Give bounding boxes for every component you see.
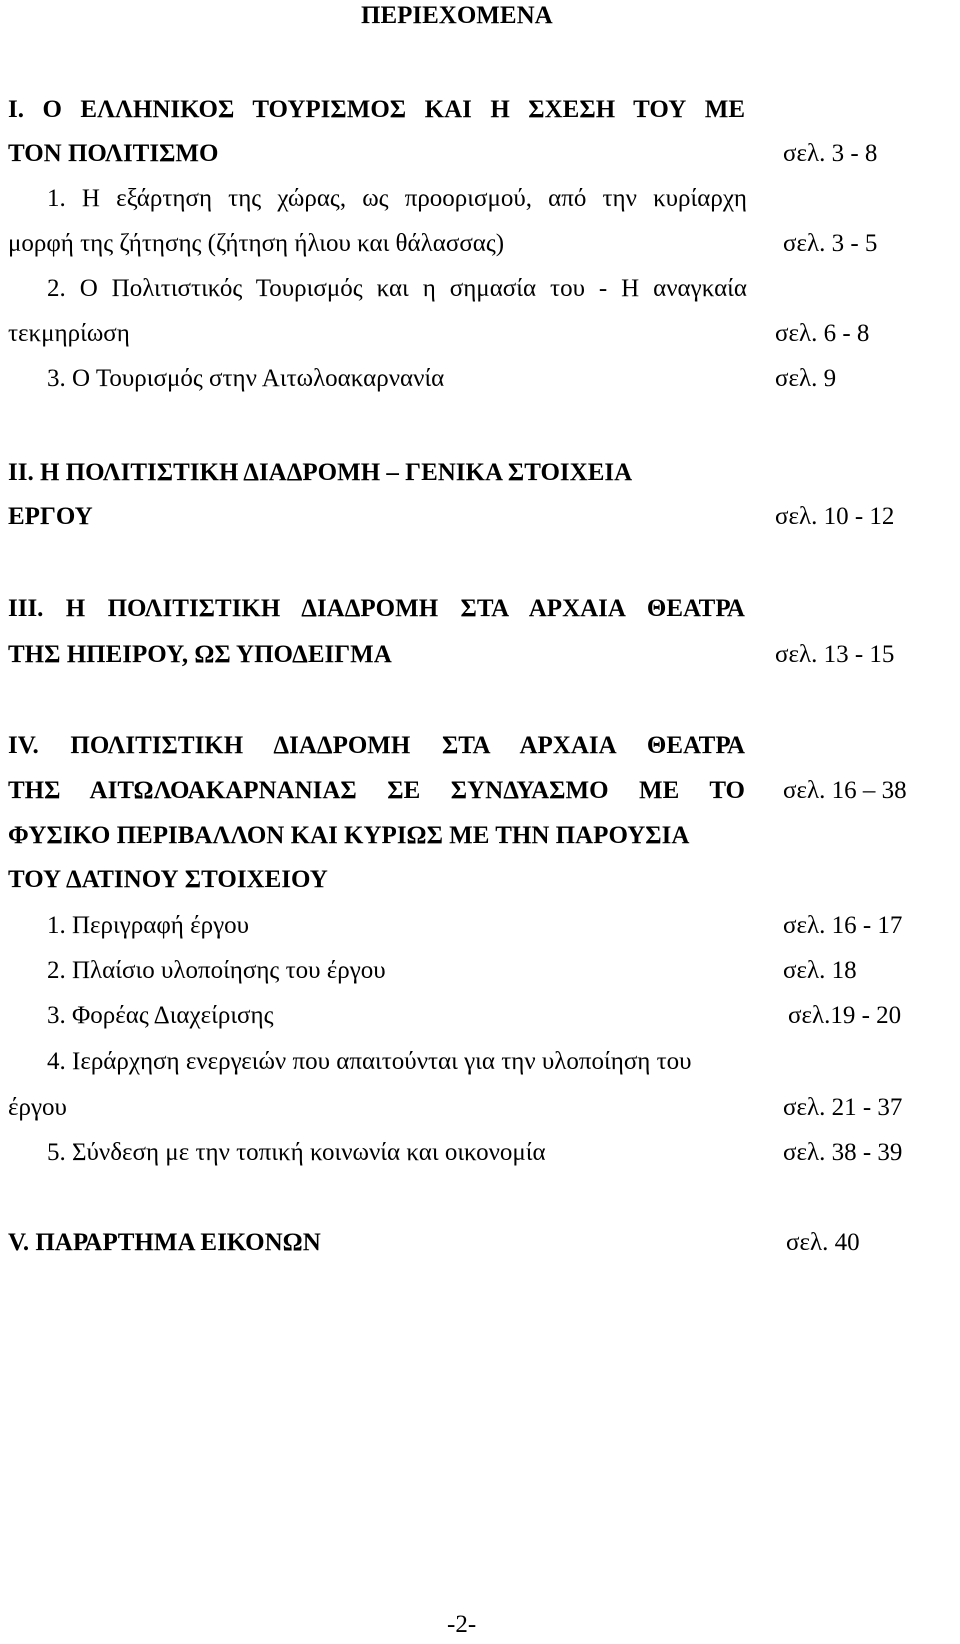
page-number: -2- bbox=[447, 1611, 477, 1638]
section-3-heading-line1: III. Η ΠΟΛΙΤΙΣΤΙΚΗ ΔΙΑΔΡΟΜΗ ΣΤΑ ΑΡΧΑΙΑ ΘΕΑΤΡΑ bbox=[8, 595, 745, 622]
section-4-heading-line1: IV. ΠΟΛΙΤΙΣΤΙΚΗ ΔΙΑΔΡΟΜΗ ΣΤΑ ΑΡΧΑΙΑ ΘΕΑΤΡΑ bbox=[8, 732, 745, 759]
section-4-item-4-line2: έργου bbox=[8, 1094, 67, 1121]
section-4-item-4-line1: 4. Ιεράρχηση ενεργειών που απαιτούνται για την υλοποίηση του bbox=[47, 1048, 692, 1075]
section-4-heading-line3: ΦΥΣΙΚΟ ΠΕΡΙΒΑΛΛΟΝ ΚΑΙ ΚΥΡΙΩΣ ΜΕ ΤΗΝ ΠΑΡΟΥΣΙΑ bbox=[8, 822, 690, 849]
section-4-heading-line2: ΤΗΣ ΑΙΤΩΛΟΑΚΑΡΝΑΝΙΑΣ ΣΕ ΣΥΝΔΥΑΣΜΟ ΜΕ ΤΟ bbox=[8, 777, 745, 804]
section-1-item-1-line1: 1. Η εξάρτηση της χώρας, ως προορισμού, από την κυρίαρχη bbox=[47, 185, 747, 212]
section-4-pages: σελ. 16 – 38 bbox=[783, 777, 907, 804]
section-4-item-4-pages: σελ. 21 - 37 bbox=[783, 1094, 903, 1121]
section-4-item-5: 5. Σύνδεση με την τοπική κοινωνία και οικονομία bbox=[47, 1139, 546, 1166]
section-4-item-1: 1. Περιγραφή έργου bbox=[47, 912, 250, 939]
section-1-heading-line2: ΤΟΝ ΠΟΛΙΤΙΣΜΟ bbox=[8, 140, 219, 167]
section-1-heading-line1: I. Ο ΕΛΛΗΝΙΚΟΣ ΤΟΥΡΙΣΜΟΣ ΚΑΙ Η ΣΧΕΣΗ ΤΟΥ ΜΕ bbox=[8, 96, 745, 123]
section-5-pages: σελ. 40 bbox=[786, 1229, 860, 1256]
page-title: ΠΕΡΙΕΧΟΜΕΝΑ bbox=[361, 2, 553, 29]
section-4-heading-line4: ΤΟΥ ΔΑΤΙΝΟΥ ΣΤΟΙΧΕΙΟΥ bbox=[8, 866, 328, 893]
section-2-heading-line2: ΕΡΓΟΥ bbox=[8, 503, 93, 530]
section-1-item-1-pages: σελ. 3 - 5 bbox=[783, 230, 878, 257]
section-1-item-3: 3. Ο Τουρισμός στην Αιτωλοακαρνανία bbox=[47, 365, 445, 392]
section-1-item-2-pages: σελ. 6 - 8 bbox=[775, 320, 870, 347]
section-4-item-1-pages: σελ. 16 - 17 bbox=[783, 912, 903, 939]
section-4-item-2: 2. Πλαίσιο υλοποίησης του έργου bbox=[47, 957, 386, 984]
section-1-item-2-line2: τεκμηρίωση bbox=[8, 320, 130, 347]
section-3-heading-line2: ΤΗΣ ΗΠΕΙΡΟΥ, ΩΣ ΥΠΟΔΕΙΓΜΑ bbox=[8, 641, 392, 668]
section-1-item-1-line2: μορφή της ζήτησης (ζήτηση ήλιου και θάλασσας) bbox=[8, 230, 505, 257]
section-3-pages: σελ. 13 - 15 bbox=[775, 641, 895, 668]
section-1-item-2-line1: 2. Ο Πολιτιστικός Τουρισμός και η σημασία του - Η αναγκαία bbox=[47, 275, 747, 302]
section-4-item-5-pages: σελ. 38 - 39 bbox=[783, 1139, 903, 1166]
section-4-item-2-pages: σελ. 18 bbox=[783, 957, 857, 984]
section-5-heading: V. ΠΑΡΑΡΤΗΜΑ ΕΙΚΟΝΩΝ bbox=[8, 1229, 321, 1256]
section-1-pages: σελ. 3 - 8 bbox=[783, 140, 878, 167]
section-4-item-3: 3. Φορέας Διαχείρισης bbox=[47, 1002, 274, 1029]
section-4-item-3-pages: σελ.19 - 20 bbox=[788, 1002, 902, 1029]
section-2-heading-line1: II. Η ΠΟΛΙΤΙΣΤΙΚΗ ΔΙΑΔΡΟΜΗ – ΓΕΝΙΚΑ ΣΤΟΙΧΕΙΑ bbox=[8, 459, 633, 486]
section-2-pages: σελ. 10 - 12 bbox=[775, 503, 895, 530]
section-1-item-3-pages: σελ. 9 bbox=[775, 365, 837, 392]
